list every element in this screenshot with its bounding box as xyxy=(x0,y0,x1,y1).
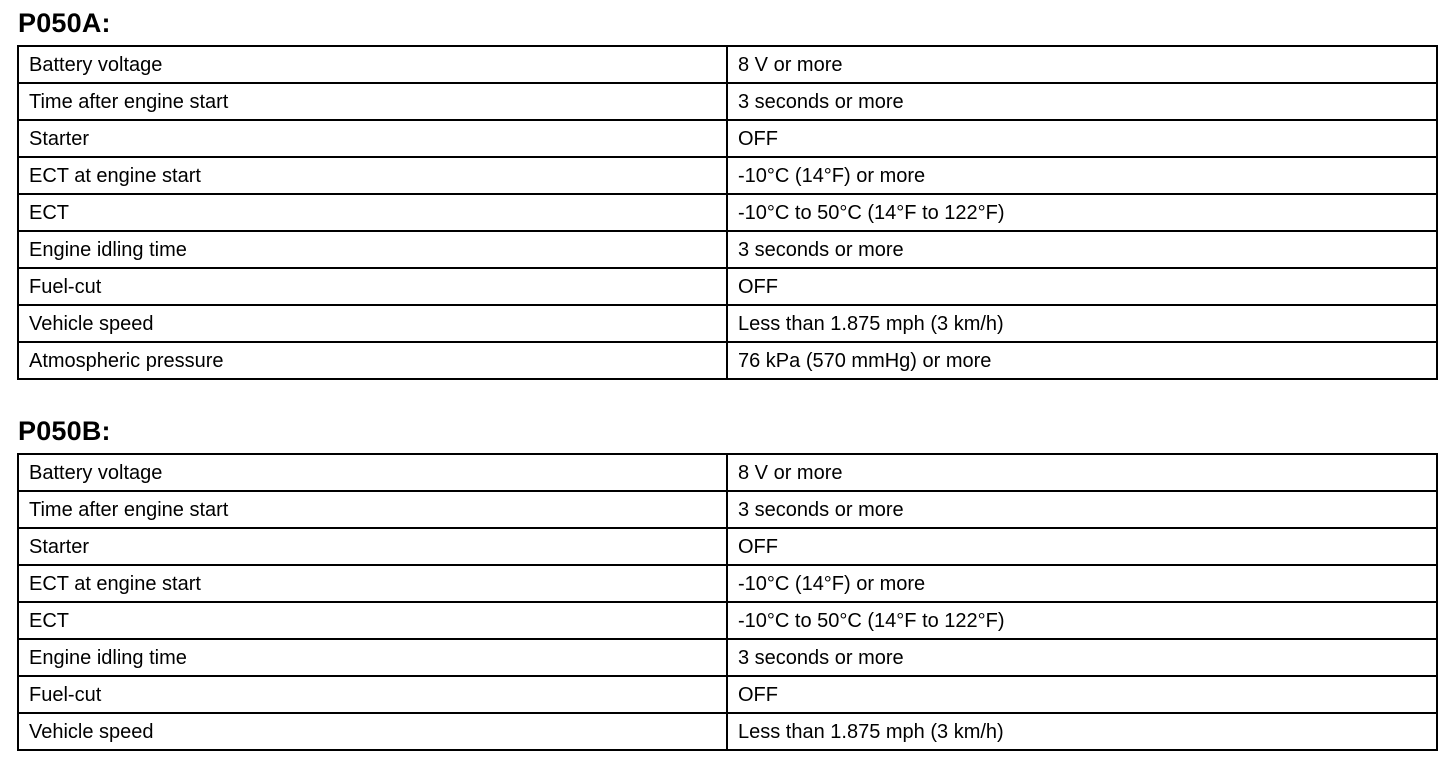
parameter-cell: Vehicle speed xyxy=(18,713,727,750)
table-row xyxy=(18,639,1437,676)
table-row xyxy=(18,231,1437,268)
parameter-cell: Fuel-cut xyxy=(18,268,727,305)
table-row xyxy=(18,342,1437,379)
value-cell: 3 seconds or more xyxy=(727,491,1437,528)
value-cell: OFF xyxy=(727,268,1437,305)
value-cell: 76 kPa (570 mmHg) or more xyxy=(727,342,1437,379)
table-row xyxy=(18,565,1437,602)
conditions-table xyxy=(17,453,1438,751)
parameter-cell: Vehicle speed xyxy=(18,305,727,342)
section-p050b xyxy=(17,416,1434,751)
value-cell: 3 seconds or more xyxy=(727,231,1437,268)
parameter-cell: ECT at engine start xyxy=(18,157,727,194)
value-cell: 8 V or more xyxy=(727,46,1437,83)
table-row xyxy=(18,491,1437,528)
section-p050a xyxy=(17,8,1434,380)
value-cell: OFF xyxy=(727,528,1437,565)
parameter-cell: Starter xyxy=(18,528,727,565)
parameter-cell: ECT xyxy=(18,194,727,231)
parameter-cell: Engine idling time xyxy=(18,231,727,268)
parameter-cell: Battery voltage xyxy=(18,454,727,491)
table-row xyxy=(18,713,1437,750)
table-row xyxy=(18,528,1437,565)
parameter-cell: Time after engine start xyxy=(18,491,727,528)
value-cell: Less than 1.875 mph (3 km/h) xyxy=(727,305,1437,342)
value-cell: -10°C to 50°C (14°F to 122°F) xyxy=(727,194,1437,231)
value-cell: -10°C to 50°C (14°F to 122°F) xyxy=(727,602,1437,639)
table-row xyxy=(18,676,1437,713)
parameter-cell: ECT at engine start xyxy=(18,565,727,602)
value-cell: -10°C (14°F) or more xyxy=(727,157,1437,194)
table-row xyxy=(18,83,1437,120)
parameter-cell: ECT xyxy=(18,602,727,639)
conditions-table xyxy=(17,45,1438,380)
table-row xyxy=(18,268,1437,305)
value-cell: 3 seconds or more xyxy=(727,639,1437,676)
parameter-cell: Atmospheric pressure xyxy=(18,342,727,379)
table-row xyxy=(18,602,1437,639)
parameter-cell: Time after engine start xyxy=(18,83,727,120)
value-cell: 8 V or more xyxy=(727,454,1437,491)
section-title: P050B: xyxy=(18,416,111,446)
table-row xyxy=(18,194,1437,231)
value-cell: 3 seconds or more xyxy=(727,83,1437,120)
value-cell: OFF xyxy=(727,120,1437,157)
value-cell: Less than 1.875 mph (3 km/h) xyxy=(727,713,1437,750)
parameter-cell: Engine idling time xyxy=(18,639,727,676)
parameter-cell: Fuel-cut xyxy=(18,676,727,713)
table-row xyxy=(18,454,1437,491)
table-row xyxy=(18,120,1437,157)
value-cell: OFF xyxy=(727,676,1437,713)
table-row xyxy=(18,46,1437,83)
table-row xyxy=(18,305,1437,342)
value-cell: -10°C (14°F) or more xyxy=(727,565,1437,602)
parameter-cell: Battery voltage xyxy=(18,46,727,83)
section-title: P050A: xyxy=(18,8,111,38)
parameter-cell: Starter xyxy=(18,120,727,157)
table-row xyxy=(18,157,1437,194)
